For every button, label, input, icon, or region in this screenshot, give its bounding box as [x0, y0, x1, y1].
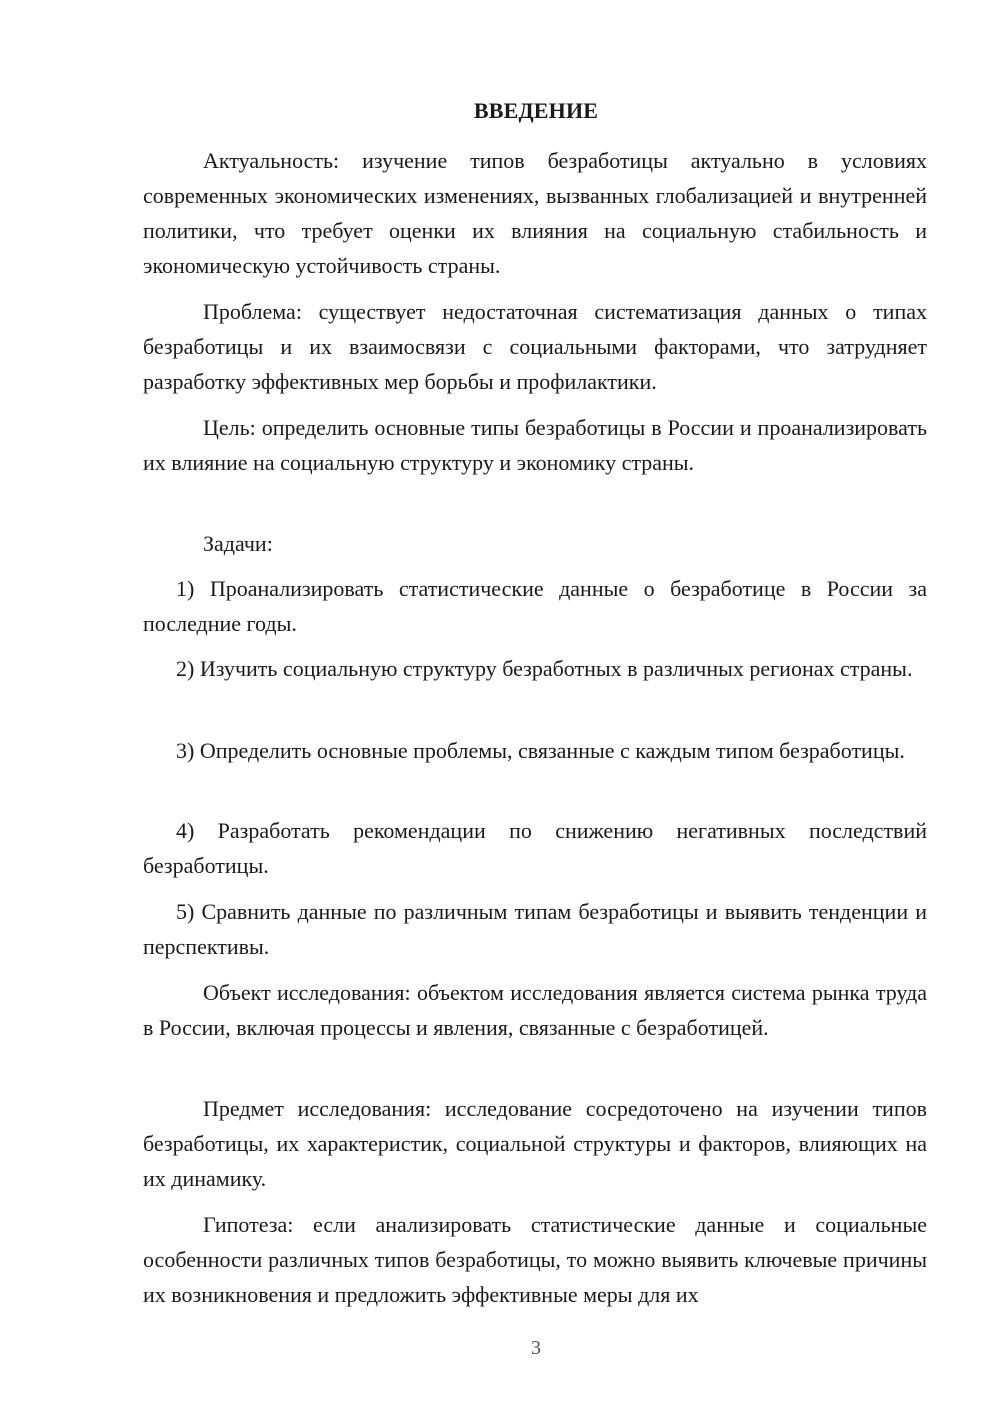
tasks-heading: Задачи: [203, 531, 273, 556]
task-item-2: 2) Изучить социальную структуру безработных в различных регионах страны. [176, 656, 913, 681]
paragraph-goal: Цель: определить основные типы безработицы в России и проанализировать их влияние на социальную структуру и экономику страны. [143, 415, 927, 475]
task-item-1: 1) Проанализировать статистические данные о безработице в России за последние годы. [143, 576, 927, 636]
task-item-4: 4) Разработать рекомендации по снижению негативных последствий безработицы. [143, 818, 927, 878]
paragraph-object: Объект исследования: объектом исследования является система рынка труда в России, включая процессы и явления, связанные с безработицей. [143, 980, 927, 1040]
paragraph-subject: Предмет исследования: исследование сосредоточено на изучении типов безработицы, их характеристик, социальной структуры и факторов, влияющих на их динамику. [143, 1096, 927, 1191]
paragraph-hypothesis: Гипотеза: если анализировать статистические данные и социальные особенности различных типов безработицы, то можно выявить ключевые причины их возникновения и предложить эффективные меры для их [143, 1212, 927, 1307]
paragraph-actuality: Актуальность: изучение типов безработицы актуально в условиях современных экономических изменениях, вызванных глобализацией и внутренней политики, что требует оценки их влияния на социальную стабильность и экономическую устойчивость страны. [143, 148, 927, 278]
task-item-3: 3) Определить основные проблемы, связанные с каждым типом безработицы. [176, 738, 905, 763]
page-title: ВВЕДЕНИЕ [473, 98, 599, 123]
paragraph-problem: Проблема: существует недостаточная систематизация данных о типах безработицы и их взаимосвязи с социальными факторами, что затрудняет разработку эффективных мер борьбы и профилактики. [143, 299, 927, 394]
page-number: 3 [531, 1337, 541, 1359]
task-item-5: 5) Сравнить данные по различным типам безработицы и выявить тенденции и перспективы. [143, 899, 927, 959]
